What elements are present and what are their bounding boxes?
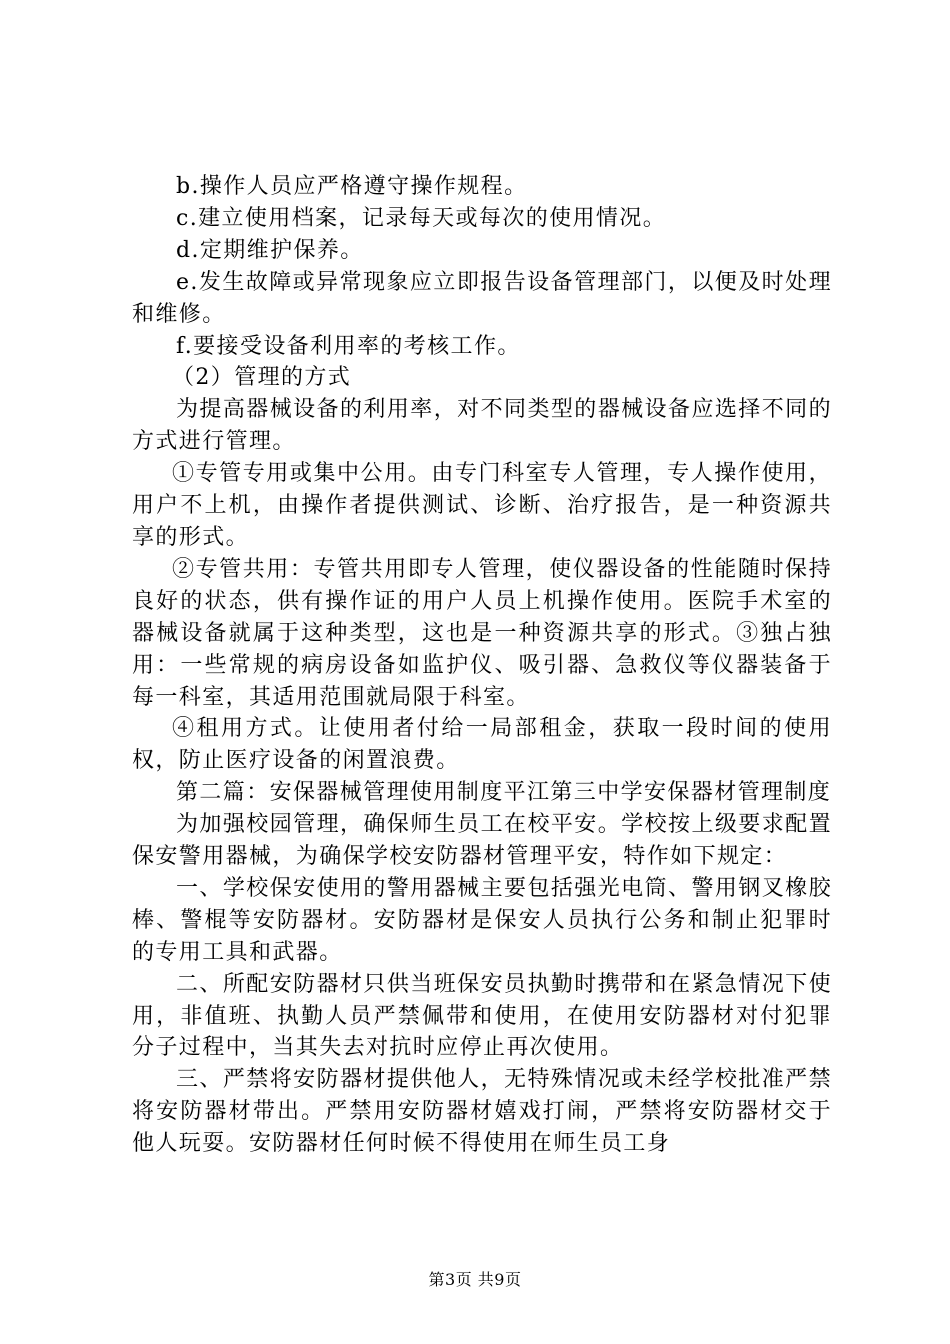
paragraph-mode-2-3: ②专管共用：专管共用即专人管理，使仪器设备的性能随时保持良好的状态，供有操作证的用户人员上机操作使用。医院手术室的器械设备就属于这种类型，这也是一种资源共享的形式。③独占独用：一些常规的病房设备如监护仪、吸引器、急救仪等仪器装备于每一科室，其适用范围就局限于科室。 [132,556,832,710]
paragraph-mode-4: ④租用方式。让使用者付给一局部租金，获取一段时间的使用权，防止医疗设备的闲置浪费。 [132,716,832,774]
section-heading-management-mode: （2）管理的方式 [172,365,352,391]
document-body [132,171,832,1160]
paragraph-article-1: 一、学校保安使用的警用器械主要包括强光电筒、警用钢叉橡胶棒、警棍等安防器材。安防器材是保安人员执行公务和制止犯罪时的专用工具和武器。 [132,875,832,965]
page-footer: 第3页 共9页 [428,1270,522,1289]
paragraph-rule-c: c.建立使用档案，记录每天或每次的使用情况。 [176,205,667,231]
paragraph-rule-d: d.定期维护保养。 [176,237,364,263]
paragraph-mode-1: ①专管专用或集中公用。由专门科室专人管理，专人操作使用，用户不上机，由操作者提供测试、诊断、治疗报告，是一种资源共享的形式。 [132,461,832,550]
paragraph-intro: 为提高器械设备的利用率，对不同类型的器械设备应选择不同的方式进行管理。 [132,397,832,455]
paragraph-article-3: 三、严禁将安防器材提供他人，无特殊情况或未经学校批准严禁将安防器材带出。严禁用安防器材嬉戏打闹，严禁将安防器材交于他人玩耍。安防器材任何时候不得使用在师生员工身 [132,1067,832,1157]
paragraph-rule-e: e.发生故障或异常现象应立即报告设备管理部门，以便及时处理和维修。 [132,269,832,327]
paragraph-article-2: 二、所配安防器材只供当班保安员执勤时携带和在紧急情况下使用，非值班、执勤人员严禁佩带和使用，在使用安防器材对付犯罪分子过程中，当其失去对抗时应停止再次使用。 [132,971,832,1061]
paragraph-rule-f: f.要接受设备利用率的考核工作。 [176,333,521,359]
paragraph-rule-b: b.操作人员应严格遵守操作规程。 [176,174,528,199]
chapter-heading-part-two: 第二篇：安保器械管理使用制度平江第三中学安保器材管理制度 [176,780,832,806]
paragraph-purpose: 为加强校园管理，确保师生员工在校平安。学校按上级要求配置保安警用器械，为确保学校安防器材管理平安，特作如下规定： [132,812,832,870]
